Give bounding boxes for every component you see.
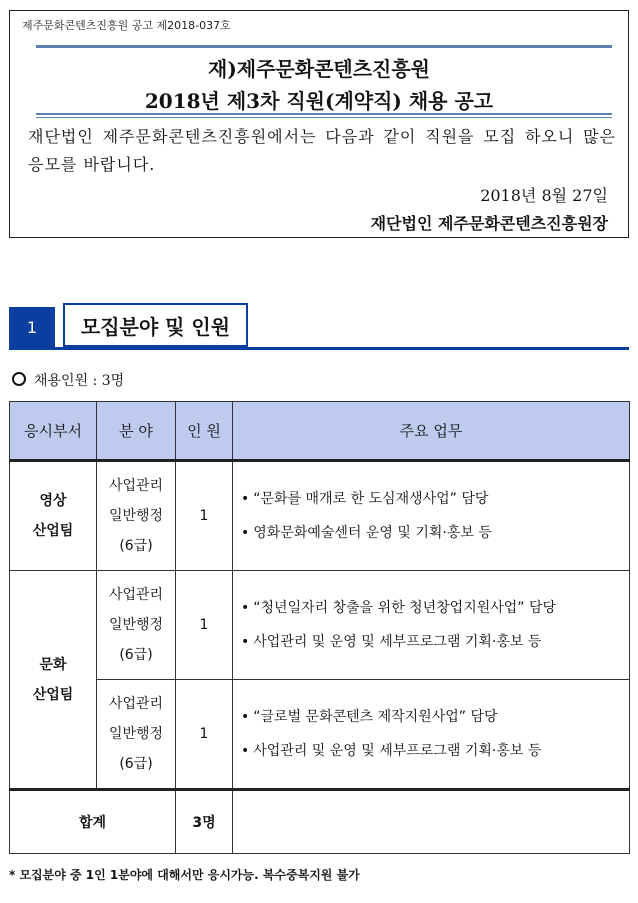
- total-empty-cell: [233, 790, 630, 854]
- table-row: [10, 461, 630, 571]
- recruit-count-text: 채용인원 : 3명: [34, 373, 125, 389]
- table-row: [10, 571, 630, 680]
- duties-cell: [233, 680, 630, 790]
- dept-label: 영상 산업팀: [32, 493, 74, 539]
- title-rule: [36, 117, 612, 118]
- count-cell: 1: [176, 461, 233, 571]
- count-cell: 1: [176, 571, 233, 680]
- duty-item: • “문화를 매개로 한 도심재생사업” 담당: [241, 482, 629, 516]
- table-total-row: [10, 790, 630, 854]
- notice-title: 2018년 제3차 직원(계약직) 채용 공고: [144, 89, 494, 113]
- duty-item: • 사업관리 및 운영 및 세부프로그램 기획·홍보 등: [241, 734, 629, 768]
- col-header-field: 분 야: [97, 402, 176, 461]
- table-header-row: [10, 402, 630, 461]
- title-rule: [36, 45, 612, 48]
- recruit-count: [12, 370, 124, 390]
- title-rule: [36, 113, 612, 115]
- notice-title-org: 재)제주문화콘텐츠진흥원: [208, 57, 430, 81]
- field-label: 사업관리 일반행정 (6급): [108, 696, 164, 772]
- field-label: 사업관리 일반행정 (6급): [108, 587, 164, 663]
- total-label: 합계: [10, 790, 176, 854]
- notice-signer: 재단법인 제주문화콘텐츠진흥원장: [370, 214, 608, 233]
- dept-cell: [10, 461, 97, 571]
- count-cell: 1: [176, 680, 233, 790]
- notice-box: [9, 10, 629, 238]
- duty-item: • “청년일자리 창출을 위한 청년창업지원사업” 담당: [241, 591, 629, 625]
- field-label: 사업관리 일반행정 (6급): [108, 478, 164, 554]
- circle-bullet-icon: [12, 372, 26, 386]
- col-header-count: 인 원: [176, 402, 233, 461]
- section-title: 모집분야 및 인원: [63, 303, 248, 347]
- field-cell: [97, 461, 176, 571]
- section-number: 1: [9, 307, 55, 347]
- notice-number: 제주문화콘텐츠진흥원 공고 제2018-037호: [22, 19, 231, 32]
- duty-item: • “글로벌 문화콘텐츠 제작지원사업” 담당: [241, 700, 629, 734]
- footnote: * 모집분야 중 1인 1분야에 대해서만 응시가능. 복수중복지원 불가: [9, 868, 360, 882]
- dept-label: 문화 산업팀: [32, 656, 74, 703]
- duties-cell: [233, 571, 630, 680]
- col-header-duties: 주요 업무: [233, 402, 630, 461]
- duties-cell: [233, 461, 630, 571]
- duty-item: • 사업관리 및 운영 및 세부프로그램 기획·홍보 등: [241, 625, 629, 659]
- field-cell: [97, 571, 176, 680]
- dept-cell: [10, 571, 97, 790]
- table-row: [10, 680, 630, 790]
- section-divider: [9, 347, 629, 350]
- col-header-dept: 응시부서: [10, 402, 97, 461]
- duty-item: • 영화문화예술센터 운영 및 기획·홍보 등: [241, 516, 629, 550]
- notice-body: 재단법인 제주문화콘텐츠진흥원에서는 다음과 같이 직원을 모집 하오니 많은 응모를 바랍니다.: [28, 127, 616, 174]
- total-value: 3명: [176, 790, 233, 854]
- recruitment-table: [9, 401, 630, 854]
- notice-date: 2018년 8월 27일: [480, 186, 608, 205]
- field-cell: [97, 680, 176, 790]
